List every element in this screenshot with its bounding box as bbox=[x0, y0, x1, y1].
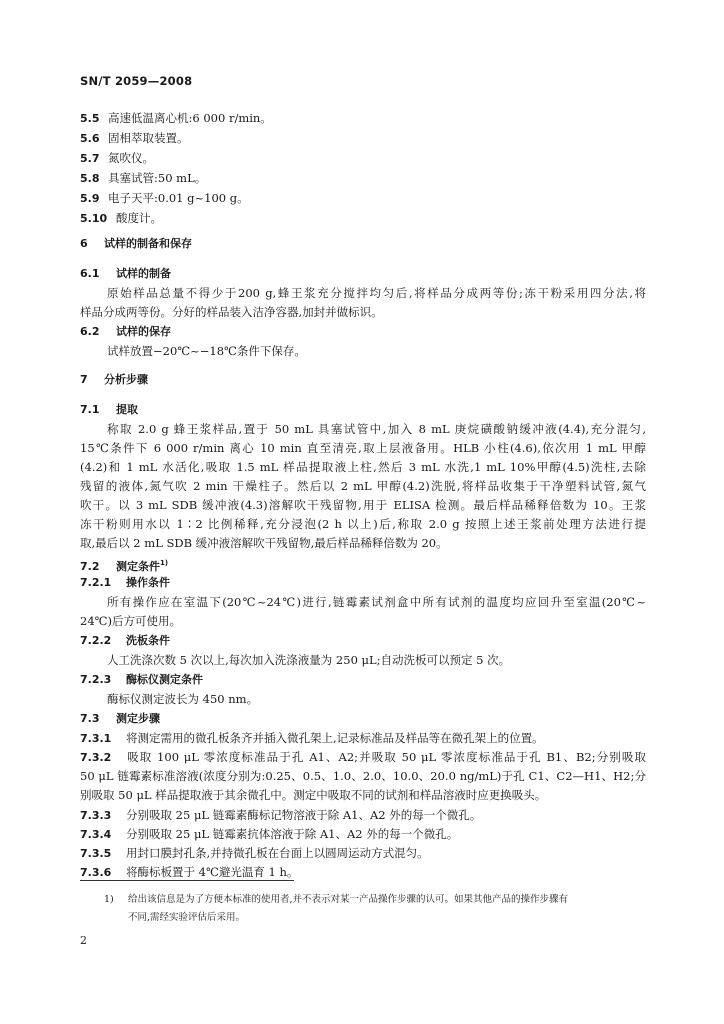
section-7-2-1-line-1: 所有操作应在室温下(20℃~24℃)进行,链霉素试剂盒中所有试剂的温度均应回升至室温(20℃~ bbox=[107, 595, 646, 609]
section-7-2-2-heading: 7.2.2 洗板条件 bbox=[80, 634, 170, 647]
item-5-6: 5.6 固相萃取装置。 bbox=[80, 131, 189, 145]
item-5-8: 5.8 具塞试管:50 mL。 bbox=[80, 171, 207, 185]
footnote-ref-1: 1) bbox=[160, 559, 169, 567]
section-6-heading: 6 试样的制备和保存 bbox=[80, 237, 192, 250]
footnote-line-2: 不同,需经实验评估后采用。 bbox=[128, 912, 246, 923]
section-6-2-text: 试样放置−20℃~−18℃条件下保存。 bbox=[107, 344, 306, 358]
item-5-10: 5.10 酸度计。 bbox=[80, 211, 162, 225]
section-7-1-heading: 7.1 提取 bbox=[80, 403, 138, 416]
footnote-line-1: 给出该信息是为了方便本标准的使用者,并不表示对某一产品操作步骤的认可。如果其他产品的操作步骤有 bbox=[128, 894, 569, 905]
section-6-2-heading: 6.2 试样的保存 bbox=[80, 325, 171, 338]
step-7-3-4: 7.3.4 分别吸取 25 μL 链霉素抗体溶液于除 A1、A2 外的每一个微孔。 bbox=[80, 827, 459, 841]
step-7-3-1: 7.3.1 将测定需用的微孔板条齐并插入微孔架上,记录标准品及样品等在微孔架上的位置。 bbox=[80, 731, 544, 745]
footnote-mark: 1) bbox=[104, 894, 114, 905]
section-7-2-1-line-2: 24℃)后方可使用。 bbox=[80, 614, 181, 628]
section-6-1-para-line-1: 原始样品总量不得少于200 g,蜂王浆充分搅拌均匀后,将样品分成两等份;冻干粉采用四分法,将 bbox=[107, 286, 646, 300]
section-6-1-heading: 6.1 试样的制备 bbox=[80, 267, 171, 280]
section-7-1-line-5: 吹干。以 3 mL SDB 缓冲液(4.3)溶解吹干残留物,用于 ELISA 检测。最后样品稀释倍数为 10。王浆 bbox=[80, 498, 646, 512]
section-7-3-heading: 7.3 测定步骤 bbox=[80, 712, 160, 725]
section-7-1-line-6: 冻干粉则用水以 1∶2 比例稀释,充分浸泡(2 h 以上)后,称取 2.0 g 按照上述王浆前处理方法进行提 bbox=[80, 517, 646, 531]
section-7-heading: 7 分析步骤 bbox=[80, 373, 148, 386]
section-7-2-heading: 7.2 测定条件$^{1)}$ bbox=[80, 559, 169, 573]
footnote-divider bbox=[80, 880, 294, 881]
step-7-3-2-line-2: 50 μL 链霉素标准溶液(浓度分别为:0.25、0.5、1.0、2.0、10.0、20.0 ng/mL)于孔 C1、C2—H1、H2;分 bbox=[80, 769, 646, 783]
section-6-1-para-line-2: 样品分成两等份。分好的样品装入洁净容器,加封并做标识。 bbox=[80, 305, 383, 319]
item-5-5: 5.5 高速低温离心机:6 000 r/min。 bbox=[80, 111, 272, 125]
step-7-3-5: 7.3.5 用封口膜封孔条,并持微孔板在台面上以圆周运动方式混匀。 bbox=[80, 846, 429, 860]
section-7-1-line-2: 15℃条件下 6 000 r/min 离心 10 min 直至清亮,取上层液备用。HLB 小柱(4.6),依次用 1 mL 甲醇 bbox=[80, 441, 646, 455]
step-7-3-2-line-3: 别吸取 50 μL 样品提取液于其余微孔中。测定中吸取不同的试剂和样品溶液时应更换吸头。 bbox=[80, 788, 547, 802]
section-7-1-line-1: 称取 2.0 g 蜂王浆样品,置于 50 mL 具塞试管中,加入 8 mL 庚烷磺酸钠缓冲液(4.4),充分混匀, bbox=[107, 422, 646, 436]
step-7-3-2-line-1: 7.3.2 吸取 100 μL 零浓度标准品于孔 A1、A2;并吸取 50 μL 零浓度标准品于孔 B1、B2;分别吸取 bbox=[80, 750, 646, 764]
section-7-1-line-4: 残留的液体,氮气吹 2 min 干燥柱子。然后以 2 mL 甲醇(4.2)洗脱,将样品收集于干净塑料试管,氮气 bbox=[80, 479, 646, 493]
section-7-2-1-heading: 7.2.1 操作条件 bbox=[80, 576, 170, 589]
standard-code-header: SN/T 2059—2008 bbox=[80, 74, 193, 88]
step-7-3-3: 7.3.3 分别吸取 25 μL 链霉素酶标记物溶液于除 A1、A2 外的每一个微孔。 bbox=[80, 808, 482, 822]
item-5-7: 5.7 氮吹仪。 bbox=[80, 151, 154, 165]
section-7-1-line-3: (4.2)和 1 mL 水活化,吸取 1.5 mL 样品提取液上柱,然后 3 mL 水洗,1 mL 10%甲醇(4.5)洗柱,去除 bbox=[80, 460, 646, 474]
page-number: 2 bbox=[80, 934, 87, 947]
section-7-2-3-heading: 7.2.3 酶标仪测定条件 bbox=[80, 673, 203, 686]
item-5-9: 5.9 电子天平:0.01 g~100 g。 bbox=[80, 191, 249, 205]
step-7-3-6: 7.3.6 将酶标板置于 4℃避光温育 1 h。 bbox=[80, 865, 299, 879]
section-7-2-2-text: 人工洗涤次数 5 次以上,每次加入洗涤液量为 250 μL;自动洗板可以预定 5 次。 bbox=[107, 653, 511, 667]
section-7-1-line-7: 取,最后以 2 mL SDB 缓冲液溶解吹干残留物,最后样品稀释倍数为 20。 bbox=[80, 536, 448, 550]
section-7-2-3-text: 酶标仪测定波长为 450 nm。 bbox=[107, 692, 259, 706]
